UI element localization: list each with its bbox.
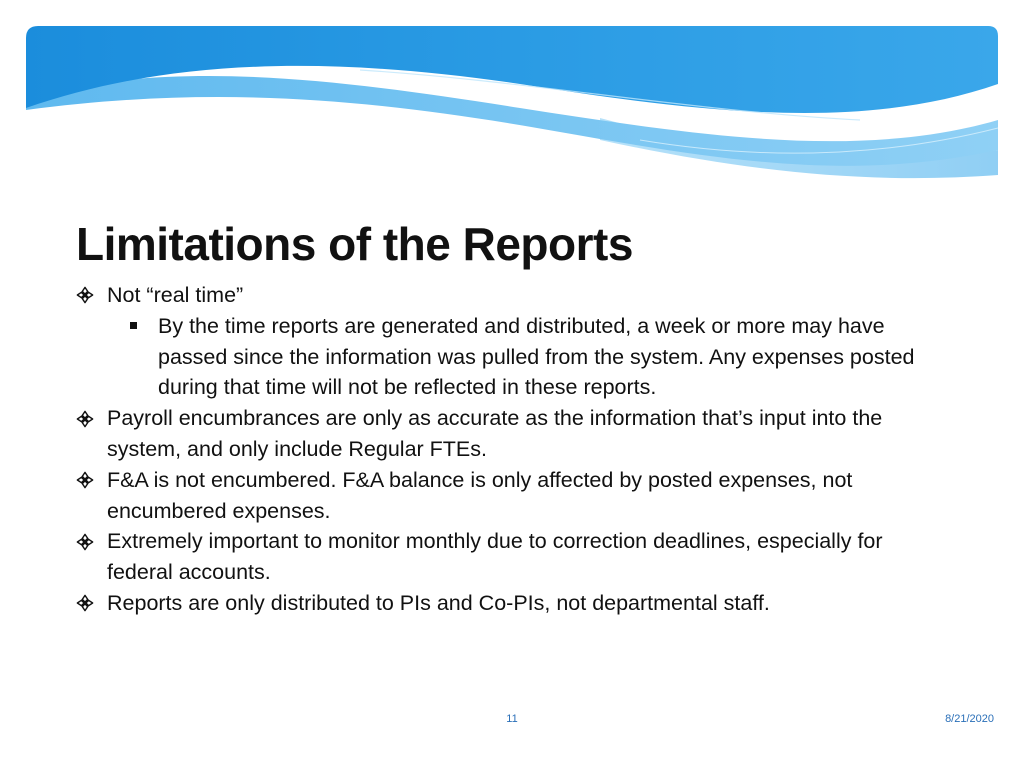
bullet-item [76,403,936,465]
diamond-bullet-icon [76,403,98,434]
bullet-text: Payroll encumbrances are only as accurate as the information that’s input into the system, and only include Regular FTEs. [107,406,883,461]
bullet-item [76,465,936,527]
bullet-text: F&A is not encumbered. F&A balance is only affected by posted expenses, not encumbered expenses. [107,467,853,523]
bullet-text: Extremely important to monitor monthly due to correction deadlines, especially for federal accounts. [107,529,883,585]
bullet-item [76,588,936,619]
bullet-list [76,280,936,619]
bullet-item [76,526,936,588]
diamond-bullet-icon [76,280,98,311]
bullet-text: Not “real time” [107,283,244,307]
sub-bullet-item [76,311,936,403]
page-number: 11 [506,713,518,725]
bullet-item [76,280,936,311]
diamond-bullet-icon [76,588,98,619]
diamond-bullet-icon [76,526,98,557]
slide-title: Limitations of the Reports [76,218,633,270]
slide-date: 8/21/2020 [945,713,994,725]
square-bullet-icon [130,322,137,329]
bullet-text: Reports are only distributed to PIs and Co-PIs, not departmental staff. [107,590,770,615]
sub-bullet-text: By the time reports are generated and distributed, a week or more may have passed since the information was pulled from the system. Any expenses posted during that time will not be reflected in these reports. [158,313,915,400]
diamond-bullet-icon [76,465,98,496]
header-wave-decoration [0,0,1024,190]
